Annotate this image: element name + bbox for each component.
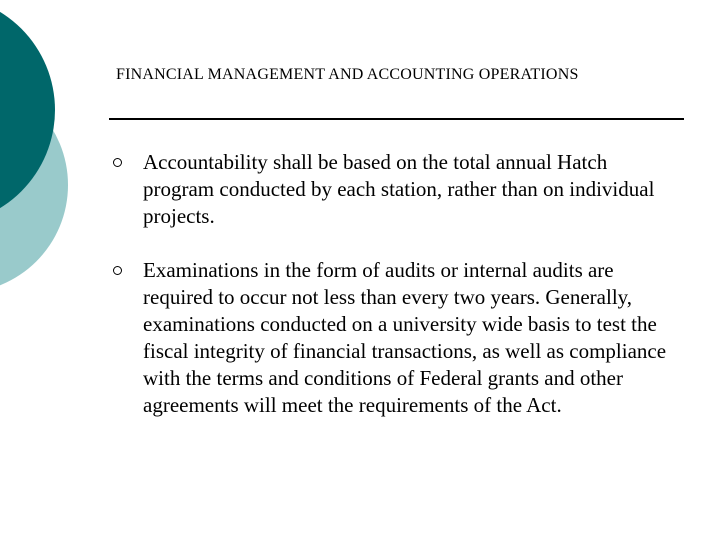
decorative-circles xyxy=(0,0,120,300)
bullet-list xyxy=(113,149,673,419)
bullet-item xyxy=(113,257,673,419)
bullet-item xyxy=(113,149,673,230)
hollow-circle-bullet-icon xyxy=(113,158,122,167)
bullet-text: Examinations in the form of audits or internal audits are required to occur not less than every two years. Generally, examinations conducted on a university wide basis to test the fiscal integrity of financial transactions, as well as compliance with the terms and conditions of Federal grants and other agreements will meet the requirements of the Act. xyxy=(143,258,667,417)
slide-title: FINANCIAL MANAGEMENT AND ACCOUNTING OPERATIONS xyxy=(116,66,579,83)
bullet-text: Accountability shall be based on the total annual Hatch program conducted by each station, rather than on individual projects. xyxy=(143,150,655,228)
title-divider xyxy=(109,118,684,120)
hollow-circle-bullet-icon xyxy=(113,266,122,275)
